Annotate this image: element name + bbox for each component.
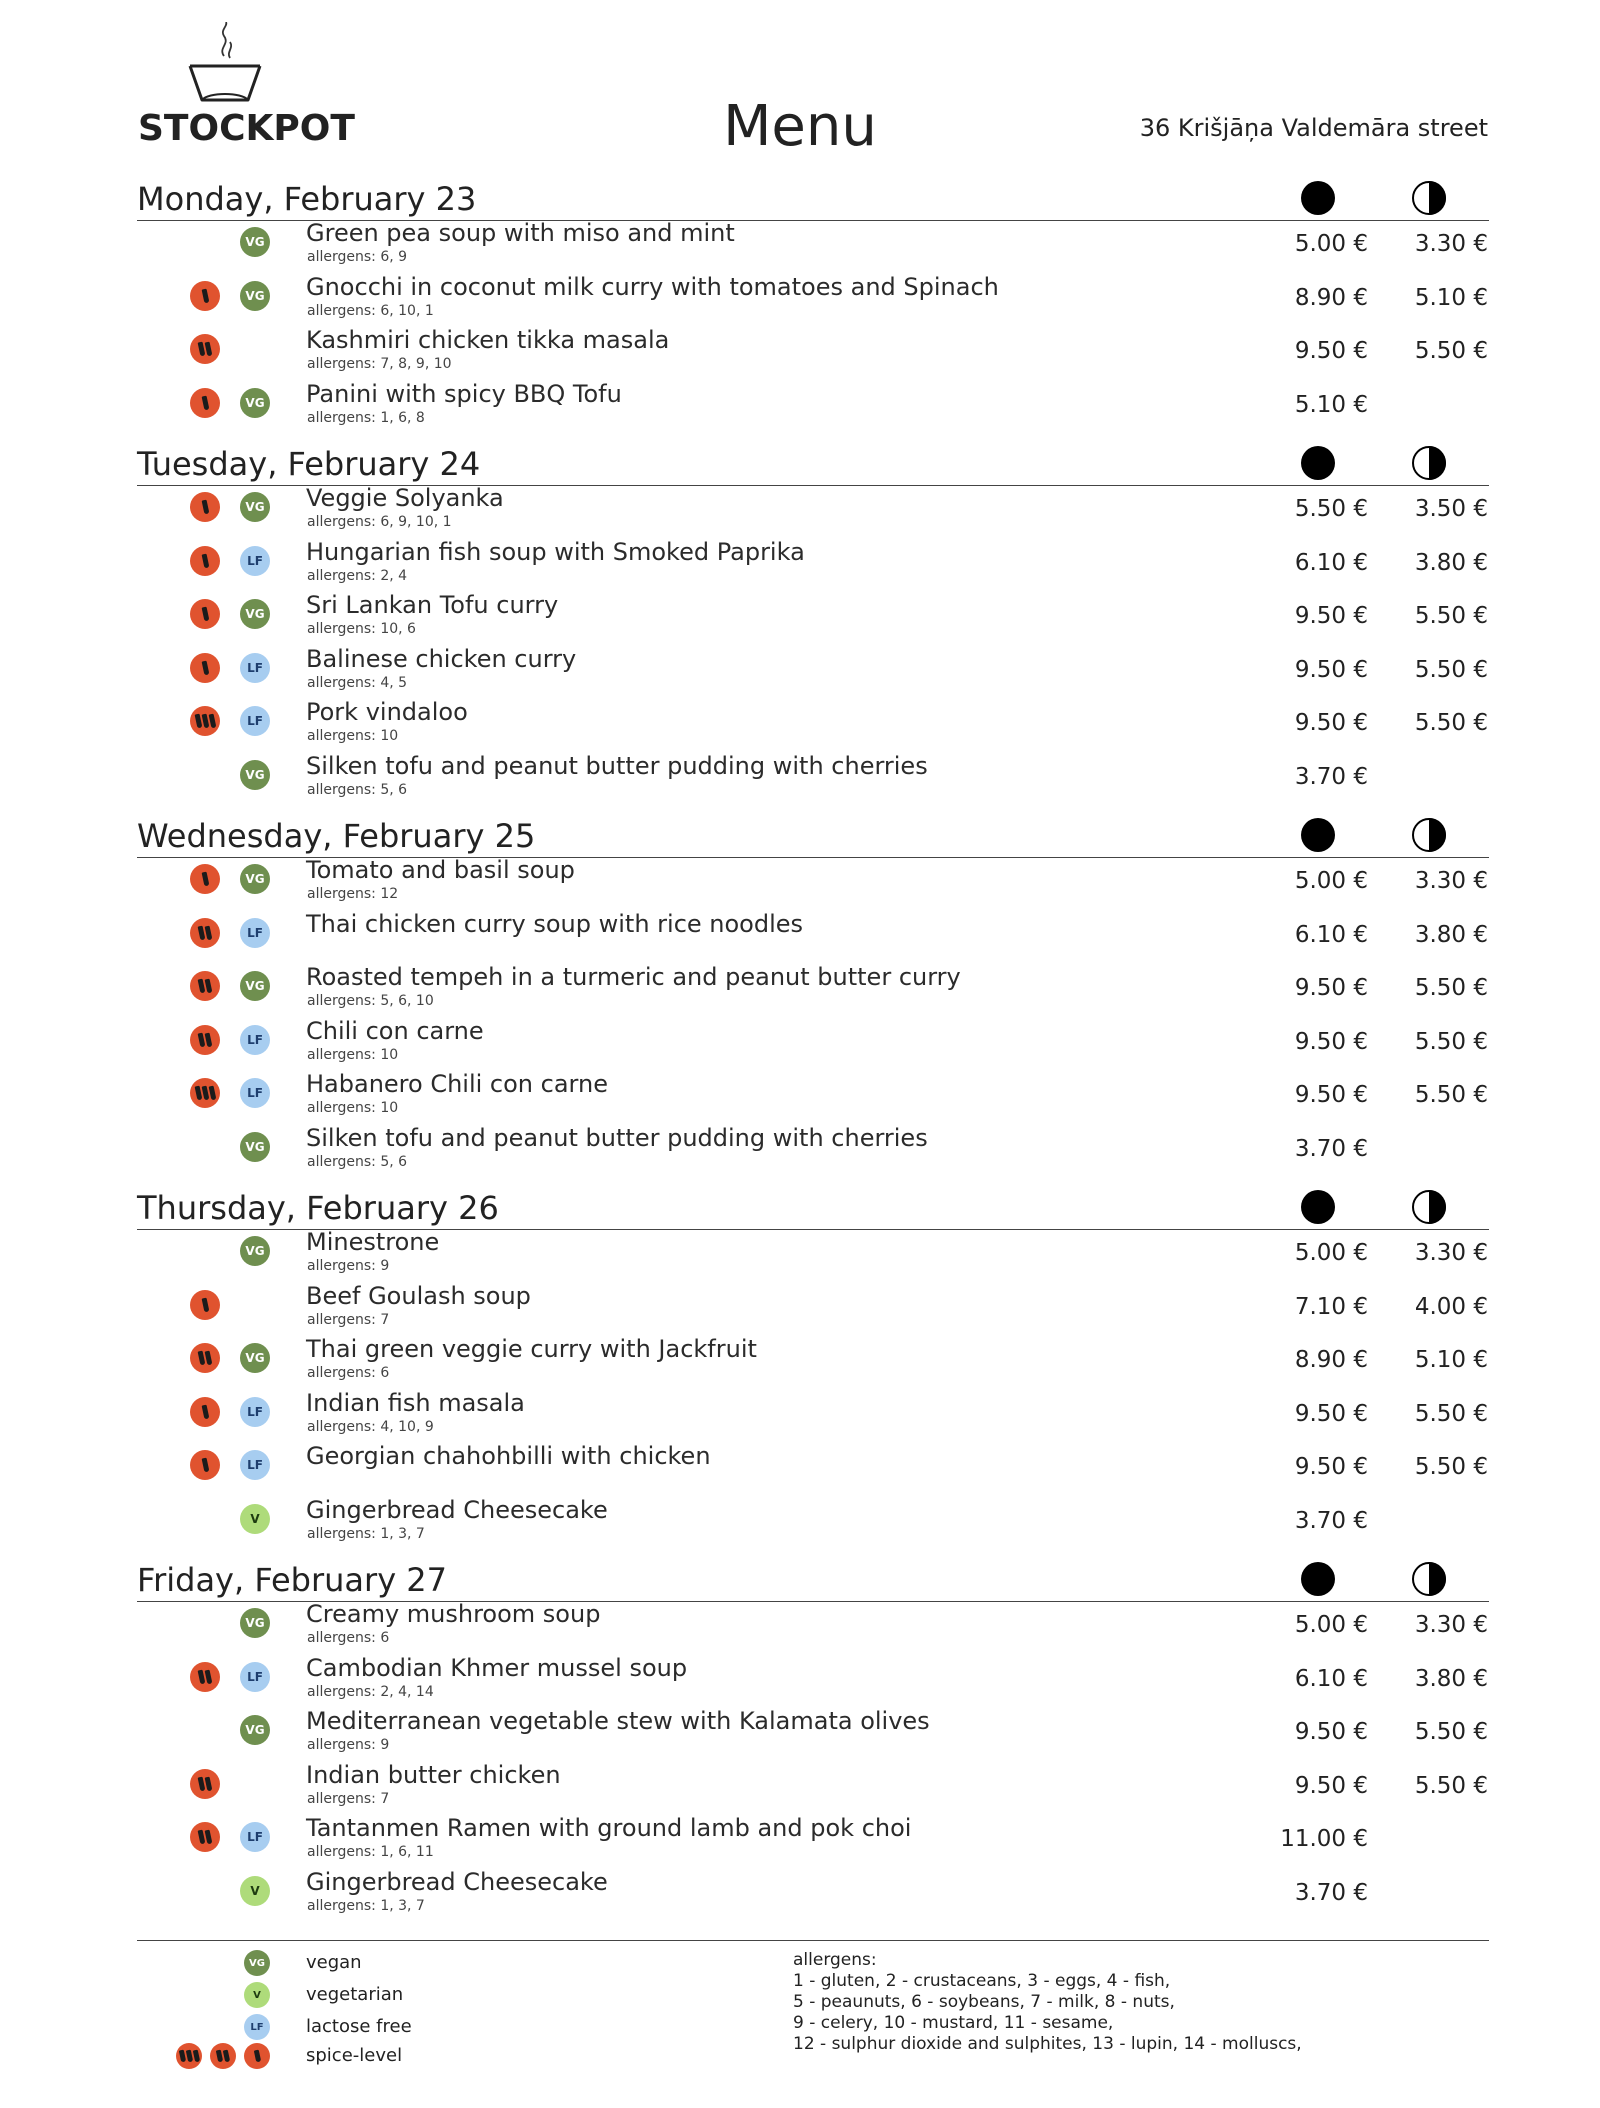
dish-name: Gingerbread Cheesecake [306,1867,608,1896]
diet-vg-badge: VG [240,1132,270,1162]
half-portion-icon [1411,1189,1447,1225]
price-full: 3.70 € [1294,763,1368,790]
price-half: 3.30 € [1414,231,1488,257]
dish-row [0,751,1600,810]
chili-pepper-icon [253,2050,260,2063]
legend-label: vegetarian [306,1984,404,2005]
spice-level-1-icon [190,281,220,311]
dish-row [0,1123,1600,1182]
price-full: 9.50 € [1294,1028,1368,1055]
spice-level-2-icon [190,1822,220,1852]
diet-lf-badge: LF [240,1078,270,1108]
day-title: Monday, February 23 [137,180,477,218]
chili-pepper-icon [205,979,213,994]
dish-allergens: allergens: 5, 6, 10 [307,993,434,1009]
spice-level-1-icon [190,864,220,894]
diet-lf-badge: LF [240,918,270,948]
price-half: 5.50 € [1414,710,1488,736]
price-half: 5.50 € [1414,1772,1488,1799]
diet-vg-badge: VG [240,971,270,1001]
chili-pepper-icon [208,714,216,729]
dish-name: Kashmiri chicken tikka masala [306,326,670,354]
spice-level-1-icon [190,492,220,522]
chili-pepper-icon [178,2050,185,2063]
chili-pepper-icon [205,1032,213,1047]
price-half: 3.80 € [1414,1665,1488,1692]
dish-name: Pork vindaloo [306,698,468,726]
chili-pepper-icon [205,1669,213,1684]
price-full: 9.50 € [1294,1772,1368,1799]
chili-pepper-icon [201,714,209,729]
spice-level-3-icon [176,2043,202,2069]
chili-pepper-icon [201,553,209,568]
price-half: 5.50 € [1414,1719,1488,1745]
spice-level-2-icon [190,1343,220,1373]
chili-pepper-icon [205,1776,213,1791]
spice-level-2-icon [190,1769,220,1799]
diet-lf-badge: LF [240,1397,270,1427]
chili-pepper-icon [201,1297,209,1312]
spice-level-2-icon [210,2043,236,2069]
day-title: Wednesday, February 25 [137,817,536,855]
day-title: Thursday, February 26 [137,1189,499,1227]
dish-allergens: allergens: 6, 9 [307,249,408,265]
diet-vg-badge: VG [240,388,270,418]
diet-lf-badge: LF [240,653,270,683]
allergen-key-line: 9 - celery, 10 - mustard, 11 - sesame, [793,2013,1114,2033]
dish-row [0,1281,1600,1340]
dish-allergens: allergens: 6 [307,1630,390,1646]
dish-name: Indian fish masala [306,1388,525,1417]
price-full: 9.50 € [1294,1454,1368,1480]
legend-row [0,1950,800,1978]
dish-allergens: allergens: 4, 5 [307,674,408,691]
dish-row [0,1653,1600,1712]
diet-vg-badge: VG [240,1608,270,1638]
dish-row [0,1707,1600,1765]
price-half: 5.10 € [1414,284,1488,311]
dish-name: Minestrone [306,1228,440,1256]
spice-level-1-icon [190,1397,220,1427]
diet-vg-badge: VG [240,281,270,311]
spice-level-1-icon [190,388,220,418]
dish-allergens: allergens: 6, 9, 10, 1 [307,514,452,530]
dish-allergens: allergens: 10, 6 [307,621,416,637]
spice-level-1-icon [190,653,220,683]
price-full: 5.50 € [1294,496,1368,522]
price-full: 6.10 € [1294,921,1368,948]
dish-allergens: allergens: 2, 4, 14 [307,1683,434,1700]
price-full: 3.70 € [1294,1879,1368,1906]
dish-name: Gingerbread Cheesecake [306,1495,608,1524]
chili-pepper-icon [201,288,209,303]
spice-level-3-icon [190,1078,220,1108]
price-half: 3.30 € [1414,1612,1488,1638]
legend-row [0,2014,800,2042]
full-portion-icon [1300,445,1336,481]
price-half: 5.50 € [1414,975,1488,1001]
dish-allergens: allergens: 5, 6 [307,781,408,798]
dish-allergens: allergens: 9 [307,1737,390,1753]
diet-v-badge: V [240,1876,270,1906]
dish-row [0,1600,1600,1658]
dish-row [0,644,1600,703]
full-portion-icon [1300,817,1336,853]
dish-row [0,272,1600,331]
price-half: 3.80 € [1414,921,1488,948]
price-half: 3.30 € [1414,1240,1488,1266]
price-half: 5.50 € [1414,338,1488,364]
price-full: 9.50 € [1294,975,1368,1001]
dish-name: Silken tofu and peanut butter pudding with cherries [306,1123,928,1152]
price-half: 5.50 € [1414,656,1488,683]
chili-pepper-icon [201,1458,209,1473]
dish-name: Panini with spicy BBQ Tofu [306,379,622,408]
dish-name: Cambodian Khmer mussel soup [306,1653,688,1682]
chili-pepper-icon [194,1086,202,1101]
brand-name: STOCKPOT [138,108,355,149]
dish-row [0,379,1600,438]
diet-lf-badge: LF [240,706,270,736]
diet-vg-badge: VG [240,864,270,894]
dish-allergens: allergens: 1, 3, 7 [307,1525,425,1542]
address: 36 Krišjāņa Valdemāra street [1139,114,1488,142]
price-full: 3.70 € [1294,1135,1368,1162]
spice-level-2-icon [190,971,220,1001]
legend-row [0,1982,800,2010]
diet-lf-badge: LF [240,1025,270,1055]
price-half: 5.10 € [1414,1347,1488,1373]
dish-row [0,1228,1600,1286]
legend-vg-badge: VG [244,1950,270,1976]
dish-allergens: allergens: 10 [307,1046,399,1063]
price-full: 9.50 € [1294,710,1368,736]
price-full: 9.50 € [1294,603,1368,629]
price-half: 5.50 € [1414,1454,1488,1480]
diet-lf-badge: LF [240,546,270,576]
dish-allergens: allergens: 7 [307,1790,390,1807]
price-full: 8.90 € [1294,1347,1368,1373]
dish-row [0,1335,1600,1393]
full-portion-icon [1300,180,1336,216]
price-full: 11.00 € [1280,1826,1368,1852]
dish-allergens: allergens: 1, 3, 7 [307,1897,425,1914]
price-full: 5.10 € [1294,391,1368,418]
dish-row [0,856,1600,914]
chili-pepper-icon [201,395,209,410]
price-full: 5.00 € [1294,1612,1368,1638]
dish-allergens: allergens: 9 [307,1258,390,1274]
price-full: 3.70 € [1294,1507,1368,1534]
diet-lf-badge: LF [240,1450,270,1480]
chili-pepper-icon [201,1086,209,1101]
half-portion-icon [1411,1561,1447,1597]
price-full: 5.00 € [1294,231,1368,257]
price-full: 8.90 € [1294,284,1368,311]
stockpot-icon [188,22,288,104]
price-half: 3.30 € [1414,868,1488,894]
dish-row [0,1867,1600,1926]
dish-name: Roasted tempeh in a turmeric and peanut butter curry [306,963,961,991]
dish-allergens: allergens: 6 [307,1365,390,1381]
diet-vg-badge: VG [240,599,270,629]
legend-badges [244,1950,270,1976]
dish-name: Indian butter chicken [306,1760,561,1789]
price-full: 9.50 € [1294,1400,1368,1427]
dish-allergens: allergens: 10 [307,1100,399,1116]
diet-lf-badge: LF [240,1662,270,1692]
dish-name: Georgian chahohbilli with chicken [306,1442,711,1470]
legend-label: lactose free [306,2016,412,2037]
diet-vg-badge: VG [240,227,270,257]
legend-badges [244,2014,270,2040]
half-portion-icon [1411,817,1447,853]
dish-allergens: allergens: 4, 10, 9 [307,1418,434,1435]
dish-name: Thai chicken curry soup with rice noodles [306,909,804,938]
legend-label: vegan [306,1952,362,1973]
diet-v-badge: V [240,1504,270,1534]
spice-level-2-icon [190,1662,220,1692]
dish-row [0,909,1600,968]
legend-lf-badge: LF [244,2014,270,2040]
legend-row [0,2043,800,2071]
dish-allergens: allergens: 1, 6, 11 [307,1844,434,1860]
diet-vg-badge: VG [240,760,270,790]
half-portion-icon [1411,180,1447,216]
dish-name: Silken tofu and peanut butter pudding with cherries [306,751,928,780]
chili-pepper-icon [205,1830,213,1845]
dish-name: Mediterranean vegetable stew with Kalamata olives [306,1707,930,1735]
chili-pepper-icon [223,2050,230,2063]
diet-vg-badge: VG [240,1236,270,1266]
price-full: 9.50 € [1294,656,1368,683]
legend-v-badge: V [244,1982,270,2008]
dish-name: Sri Lankan Tofu curry [306,591,559,619]
dish-row [0,1760,1600,1819]
footer-divider [137,1940,1489,1941]
dish-allergens: allergens: 1, 6, 8 [307,409,425,426]
price-full: 6.10 € [1294,1665,1368,1692]
chili-pepper-icon [201,660,209,675]
dish-name: Beef Goulash soup [306,1281,531,1310]
full-portion-icon [1300,1561,1336,1597]
price-half: 4.00 € [1414,1293,1488,1320]
chili-pepper-icon [194,714,202,729]
price-full: 7.10 € [1294,1293,1368,1320]
spice-level-2-icon [190,1025,220,1055]
dish-name: Tantanmen Ramen with ground lamb and pok choi [306,1814,912,1842]
day-title: Friday, February 27 [137,1561,448,1599]
spice-level-2-icon [190,334,220,364]
dish-name: Green pea soup with miso and mint [306,219,735,247]
dish-name: Gnocchi in coconut milk curry with tomatoes and Spinach [306,272,999,301]
price-full: 9.50 € [1294,1082,1368,1108]
full-portion-icon [1300,1189,1336,1225]
price-half: 3.50 € [1414,496,1488,522]
chili-pepper-icon [201,1404,209,1419]
price-half: 5.50 € [1414,603,1488,629]
dish-row [0,1016,1600,1075]
legend-badges [176,2043,270,2069]
price-full: 5.00 € [1294,1240,1368,1266]
spice-level-1-icon [244,2043,270,2069]
legend-label: spice-level [306,2045,403,2066]
spice-level-2-icon [190,918,220,948]
allergen-key-line: 1 - gluten, 2 - crustaceans, 3 - eggs, 4 - fish, [793,1971,1171,1991]
dish-name: Thai green veggie curry with Jackfruit [306,1335,757,1363]
dish-row [0,963,1600,1021]
dish-allergens: allergens: 6, 10, 1 [307,302,434,319]
diet-lf-badge: LF [240,1822,270,1852]
chili-pepper-icon [205,342,213,357]
half-portion-icon [1411,445,1447,481]
dish-row [0,219,1600,277]
dish-name: Veggie Solyanka [306,484,504,512]
dish-name: Chili con carne [306,1016,484,1045]
spice-level-3-icon [190,706,220,736]
price-half: 5.50 € [1414,1082,1488,1108]
dish-row [0,1442,1600,1500]
dish-row [0,591,1600,649]
chili-pepper-icon [201,607,209,622]
dish-row [0,537,1600,596]
dish-row [0,1388,1600,1447]
spice-level-1-icon [190,546,220,576]
price-full: 5.00 € [1294,868,1368,894]
dish-allergens: allergens: 2, 4 [307,567,408,584]
allergen-key [793,1950,1302,2055]
dish-name: Balinese chicken curry [306,644,577,673]
spice-level-1-icon [190,599,220,629]
price-full: 9.50 € [1294,338,1368,364]
chili-pepper-icon [205,1351,213,1366]
allergen-key-line: 12 - sulphur dioxide and sulphites, 13 - lupin, 14 - molluscs, [793,2034,1302,2054]
dish-allergens: allergens: 7 [307,1311,390,1328]
dish-row [0,1814,1600,1872]
legend-badges [244,1982,270,2008]
dish-name: Habanero Chili con carne [306,1070,608,1098]
price-full: 6.10 € [1294,549,1368,576]
dish-row [0,326,1600,384]
price-half: 5.50 € [1414,1400,1488,1427]
diet-vg-badge: VG [240,1343,270,1373]
chili-pepper-icon [192,2050,199,2063]
dish-name: Creamy mushroom soup [306,1600,601,1628]
legend [0,1950,1600,2100]
chili-pepper-icon [205,925,213,940]
chili-pepper-icon [201,872,209,887]
allergen-key-line: 5 - peaunuts, 6 - soybeans, 7 - milk, 8 - nuts, [793,1992,1175,2012]
dish-allergens: allergens: 7, 8, 9, 10 [307,356,452,372]
spice-level-1-icon [190,1450,220,1480]
price-full: 9.50 € [1294,1719,1368,1745]
page-title: Menu [723,94,877,159]
dish-name: Tomato and basil soup [306,856,575,884]
price-half: 3.80 € [1414,549,1488,576]
chili-pepper-icon [185,2050,192,2063]
diet-vg-badge: VG [240,492,270,522]
price-half: 5.50 € [1414,1028,1488,1055]
dish-allergens: allergens: 12 [307,886,399,902]
dish-row [0,1070,1600,1128]
dish-allergens: allergens: 5, 6 [307,1153,408,1170]
dish-name: Hungarian fish soup with Smoked Paprika [306,537,805,566]
dish-allergens: allergens: 10 [307,728,399,744]
diet-vg-badge: VG [240,1715,270,1745]
chili-pepper-icon [208,1086,216,1101]
dish-row [0,1495,1600,1554]
day-title: Tuesday, February 24 [137,445,481,483]
dish-row [0,484,1600,542]
allergen-key-title: allergens: [793,1950,877,1970]
spice-level-1-icon [190,1290,220,1320]
dish-row [0,698,1600,756]
chili-pepper-icon [201,500,209,515]
